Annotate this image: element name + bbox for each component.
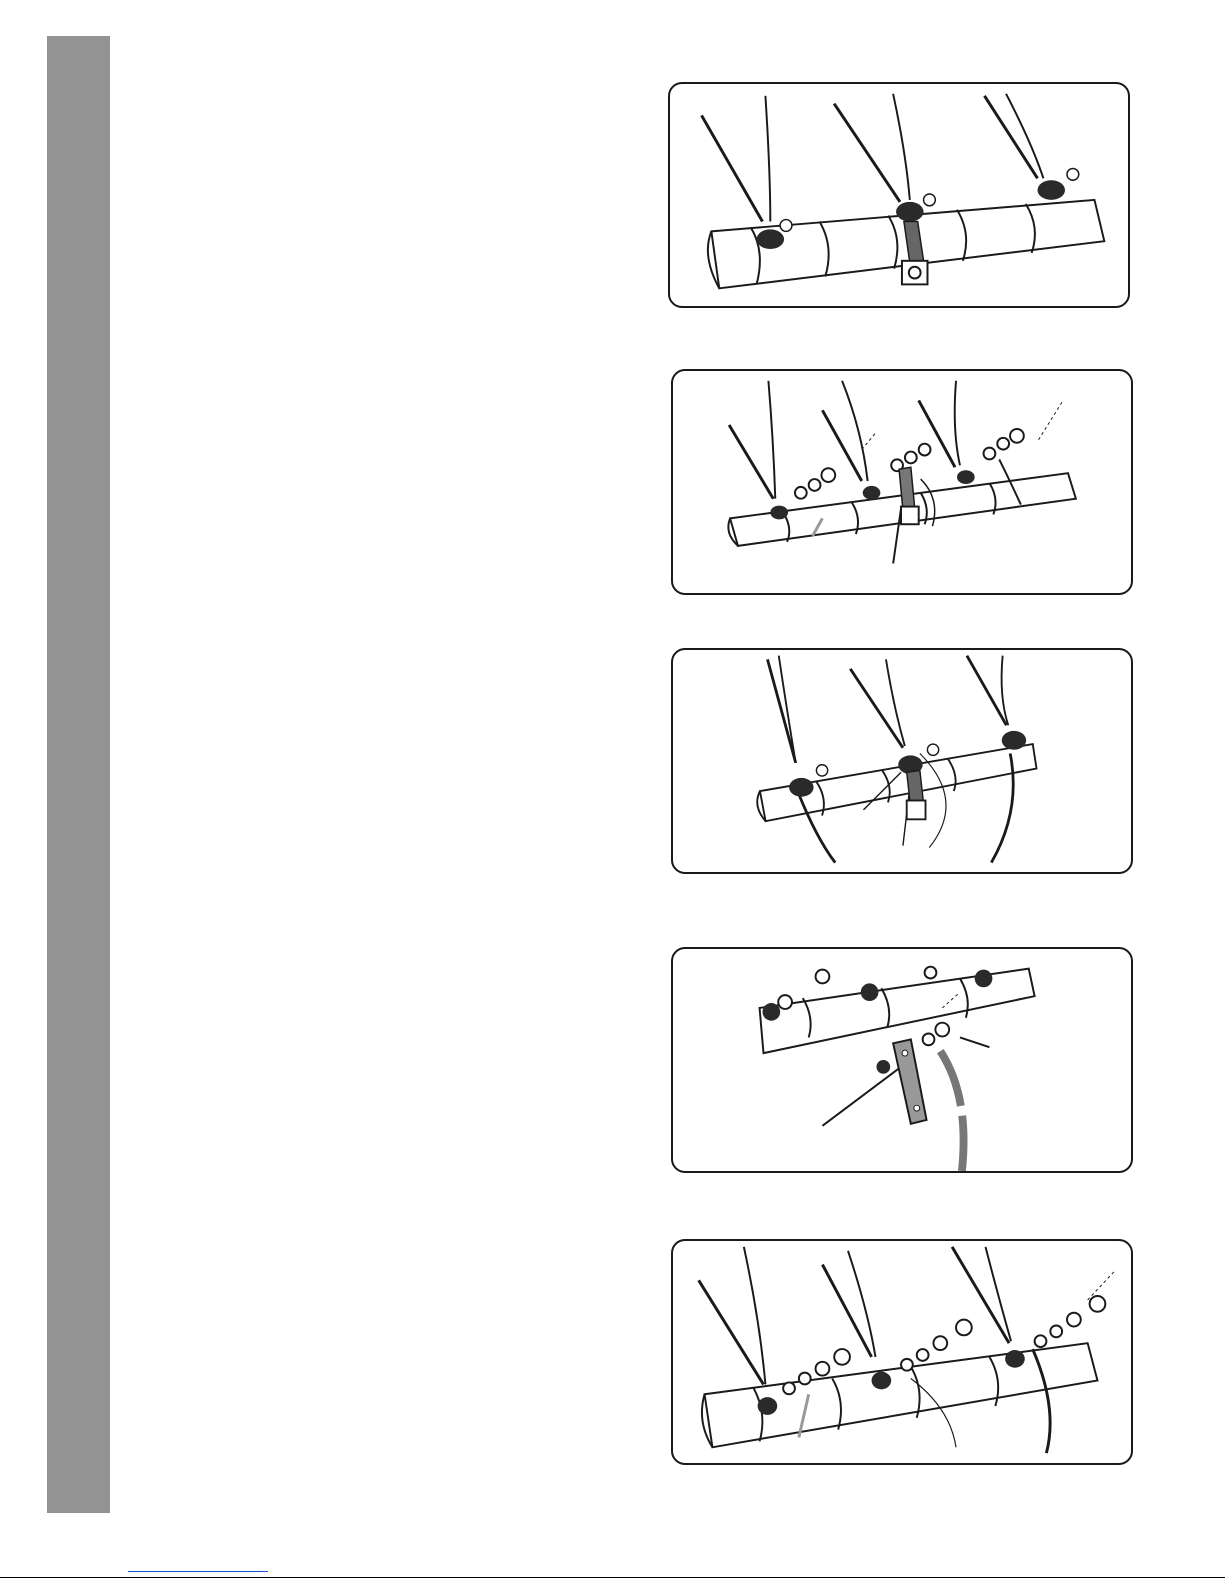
footer-rule — [0, 1577, 1225, 1578]
illustration-panel-3 — [671, 648, 1133, 874]
page-sidebar-tab — [47, 36, 110, 1513]
ground-bracket-detail-icon — [673, 949, 1131, 1171]
terminal-strip-three-wires-icon — [670, 84, 1128, 306]
illustration-panel-4 — [671, 947, 1133, 1173]
illustration-panel-1 — [668, 82, 1130, 308]
footer-link-underline[interactable] — [128, 1571, 268, 1572]
terminal-strip-ground-strap-icon — [673, 650, 1131, 872]
illustration-panel-5 — [671, 1239, 1133, 1465]
terminal-strip-exploded-hardware-icon — [673, 371, 1131, 593]
terminal-strip-nuts-exploded-icon — [673, 1241, 1131, 1463]
illustration-panel-2 — [671, 369, 1133, 595]
